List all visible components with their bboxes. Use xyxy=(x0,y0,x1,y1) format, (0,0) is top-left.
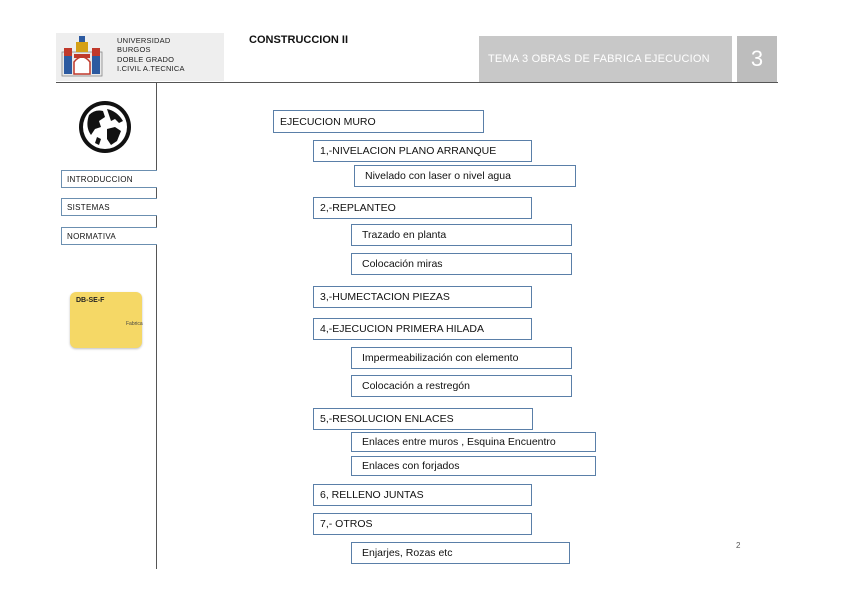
header-divider xyxy=(56,82,778,83)
outline-sub-item: Trazado en planta xyxy=(351,224,572,246)
outline-sub-item: Impermeabilización con elemento xyxy=(351,347,572,369)
tema-title: TEMA 3 OBRAS DE FABRICA EJECUCION xyxy=(479,36,732,82)
outline-step-4: 4,-EJECUCION PRIMERA HILADA xyxy=(313,318,532,340)
outline-sub-item: Nivelado con laser o nivel agua xyxy=(354,165,576,187)
university-name xyxy=(117,36,185,73)
outline-root: EJECUCION MURO xyxy=(273,110,484,133)
course-title: CONSTRUCCION II xyxy=(249,34,348,46)
outline-sub-item: Enlaces entre muros , Esquina Encuentro xyxy=(351,432,596,452)
sidebar-item-normativa[interactable]: NORMATIVA xyxy=(61,227,157,245)
university-crest-icon xyxy=(60,34,104,78)
outline-sub-item: Colocación miras xyxy=(351,253,572,275)
outline-sub-item: Enlaces con forjados xyxy=(351,456,596,476)
outline-step-7: 7,- OTROS xyxy=(313,513,532,535)
globe-icon[interactable] xyxy=(77,99,133,155)
outline-sub-item: Enjarjes, Rozas etc xyxy=(351,542,570,564)
outline-step-1: 1,-NIVELACION PLANO ARRANQUE xyxy=(313,140,532,162)
outline-step-2: 2,-REPLANTEO xyxy=(313,197,532,219)
tema-number: 3 xyxy=(737,36,777,82)
university-line: BURGOS xyxy=(117,45,151,55)
university-line: UNIVERSIDAD xyxy=(117,36,171,45)
page-number: 2 xyxy=(736,541,741,550)
db-se-f-title: DB-SE-F xyxy=(76,297,105,304)
sidebar-item-introduccion[interactable]: INTRODUCCION xyxy=(61,170,157,188)
university-line: I.CIVIL A.TECNICA xyxy=(117,63,185,73)
db-se-f-subtitle: Fabrica xyxy=(126,321,143,327)
sidebar-divider xyxy=(156,83,157,569)
university-line: DOBLE GRADO xyxy=(117,54,175,64)
outline-sub-item: Colocación a restregón xyxy=(351,375,572,397)
outline-step-5: 5,-RESOLUCION ENLACES xyxy=(313,408,533,430)
sidebar-item-sistemas[interactable]: SISTEMAS xyxy=(61,198,157,216)
outline-step-6: 6, RELLENO JUNTAS xyxy=(313,484,532,506)
outline-step-3: 3,-HUMECTACION PIEZAS xyxy=(313,286,532,308)
